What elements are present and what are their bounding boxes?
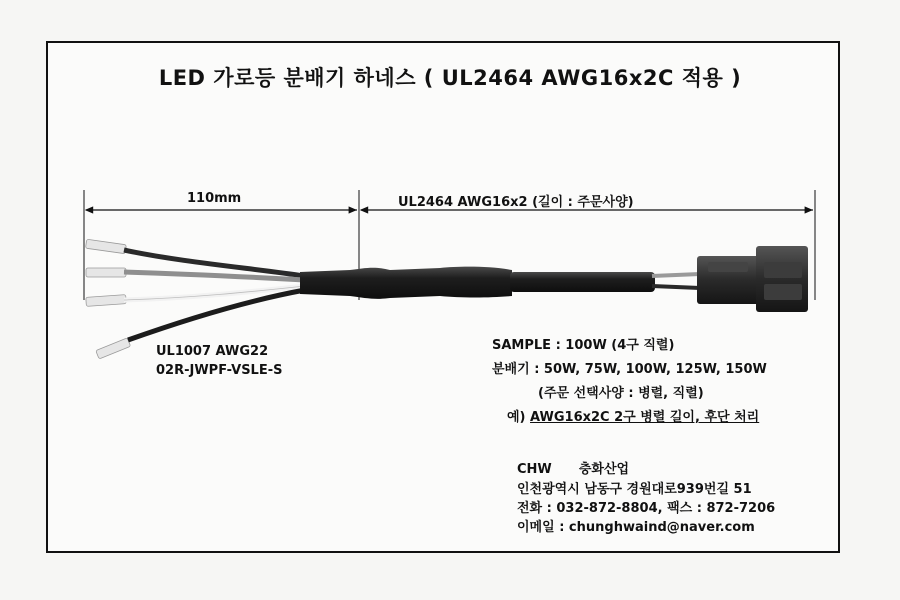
company-email: 이메일 : chunghwaind@naver.com <box>517 520 755 535</box>
connector-wire-top <box>652 274 700 276</box>
spec-divider: 분배기 : 50W, 75W, 100W, 125W, 150W <box>492 362 767 377</box>
connector-body <box>697 246 808 312</box>
dimension-label-110mm: 110mm <box>187 191 242 206</box>
dimension-label-cable: UL2464 AWG16x2 (길이 : 주문사양) <box>398 195 634 210</box>
spec-example-prefix: 예) <box>507 410 526 425</box>
company-phone: 전화 : 032-872-8804, 팩스 : 872-7206 <box>517 501 776 516</box>
main-cable <box>510 272 655 292</box>
company-name-kr: 충화산업 <box>578 462 630 477</box>
spec-sample: SAMPLE : 100W (4구 직렬) <box>492 338 675 353</box>
company-name-line <box>517 458 629 477</box>
terminal-pins <box>85 239 130 359</box>
spec-example-text: AWG16x2C 2구 병렬 길이, 후단 처리 <box>530 410 760 425</box>
document-title: LED 가로등 분배기 하네스 ( UL2464 AWG16x2C 적용 ) <box>158 66 742 90</box>
connector-wire-bottom <box>652 286 700 288</box>
heat-shrink-splice <box>300 267 512 299</box>
spec-example <box>507 406 759 425</box>
spec-order-option: (주문 선택사양 : 병렬, 직렬) <box>538 386 704 401</box>
wire-label-ul1007: UL1007 AWG22 <box>156 344 269 359</box>
company-address: 인천광역시 남동구 경원대로939번길 51 <box>517 482 752 497</box>
company-name: CHW <box>517 462 552 477</box>
wire-label-terminal: 02R-JWPF-VSLE-S <box>156 363 283 378</box>
